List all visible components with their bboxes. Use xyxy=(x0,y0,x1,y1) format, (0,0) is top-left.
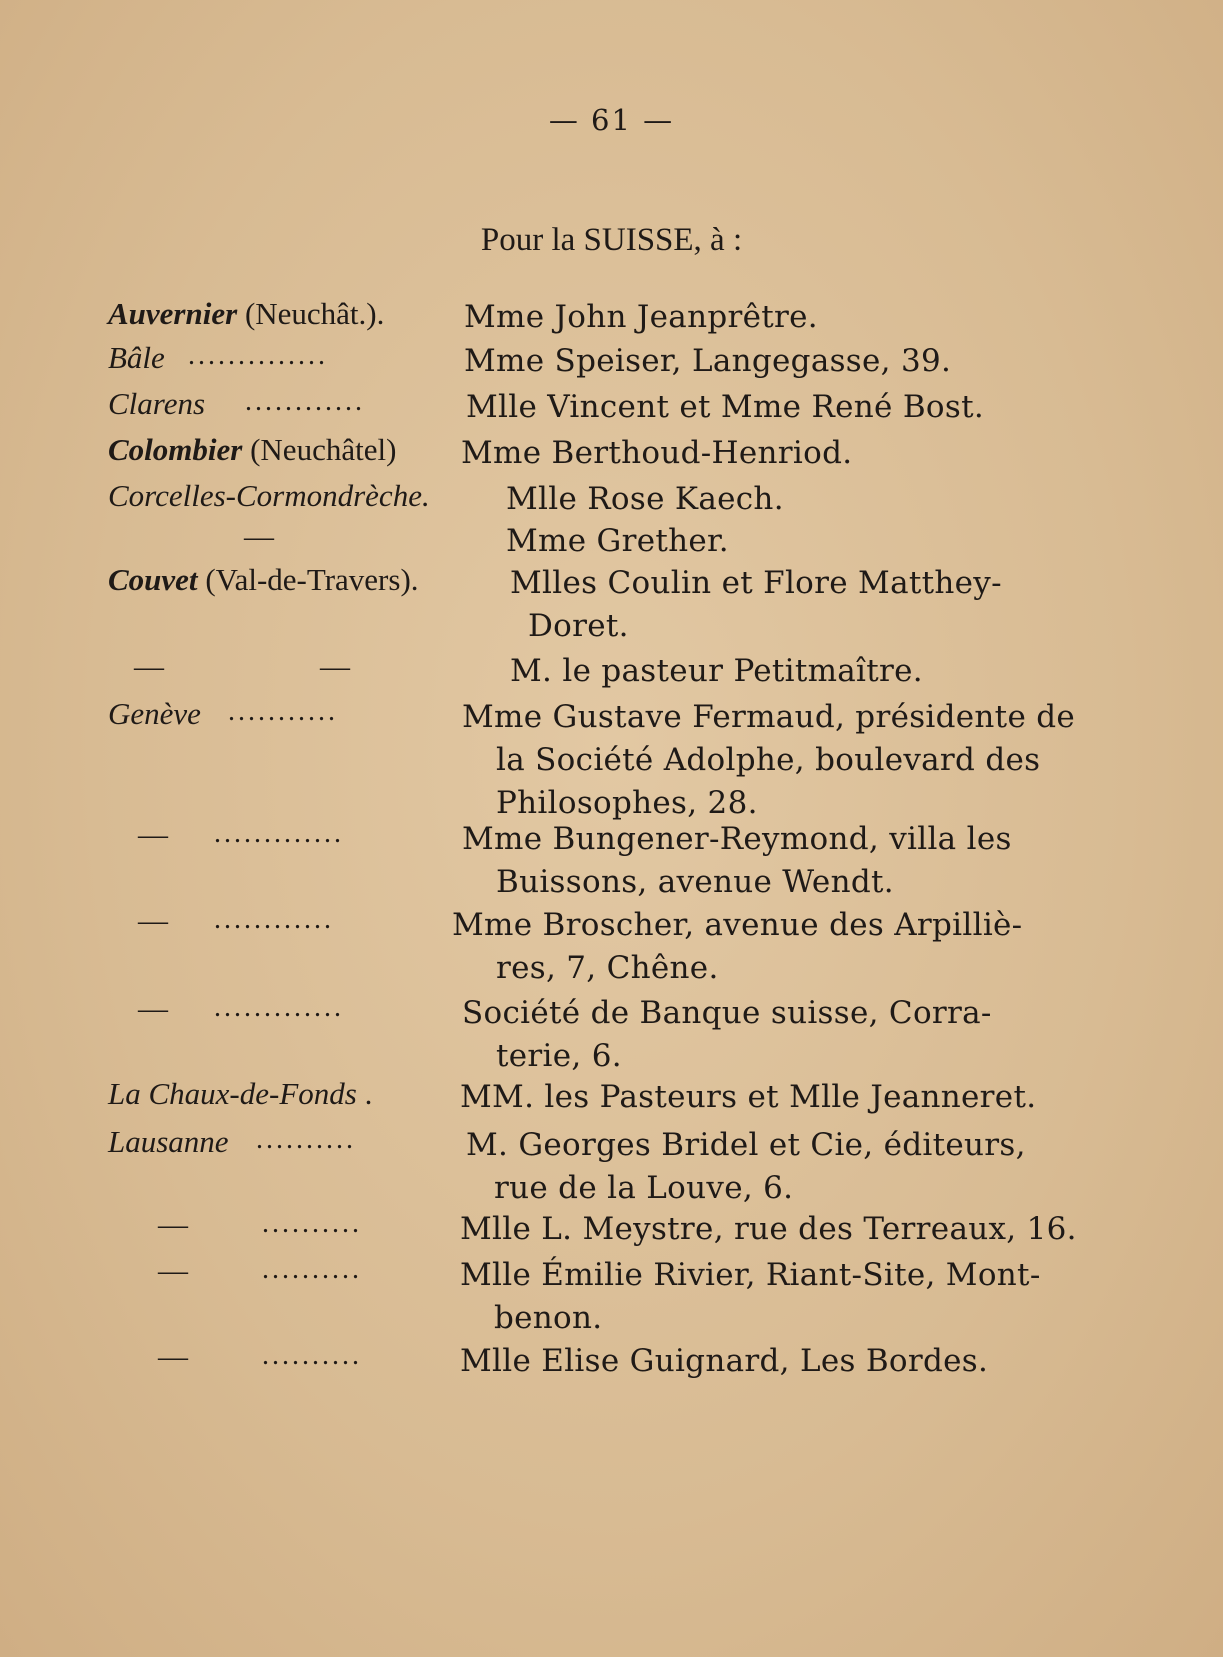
contact-text: M. le pasteur Petitmaître. xyxy=(510,653,923,689)
place-name: Genève xyxy=(108,696,201,731)
contact-text: Mlle Elise Guignard, Les Bordes. xyxy=(460,1343,989,1379)
leader-dots: .......... xyxy=(262,1340,362,1371)
leader-dots: ............. xyxy=(214,818,344,849)
contact-text: Mme Speiser, Langegasse, 39. xyxy=(464,343,952,379)
contact-text: Mme John Jeanprêtre. xyxy=(464,299,818,335)
place-name: Auvernier (Neuchât.). xyxy=(108,296,385,331)
leader-dots: ........... xyxy=(228,696,338,727)
ditto-dash: — xyxy=(158,1208,188,1241)
contact-text: Société de Banque suisse, Corra- terie, 6. xyxy=(462,995,992,1074)
contact-text: Mme Bungener-Reymond, villa les Buissons, avenue Wendt. xyxy=(462,821,1012,900)
contact-text: Mlle Vincent et Mme René Bost. xyxy=(466,389,984,425)
ditto-dash: — xyxy=(138,904,168,937)
place-name: Colombier (Neuchâtel) xyxy=(108,432,397,467)
contact-text: MM. les Pasteurs et Mlle Jeanneret. xyxy=(460,1079,1037,1115)
leader-dots: ............ xyxy=(214,904,334,935)
contact-text: Mlle Rose Kaech. xyxy=(506,481,784,517)
page-number: — 61 — xyxy=(548,103,675,137)
contact-text: Mlle L. Meystre, rue des Terreaux, 16. xyxy=(460,1211,1077,1247)
leader-dots: .............. xyxy=(188,340,328,371)
leader-dots: .......... xyxy=(262,1254,362,1285)
leader-dots: .......... xyxy=(262,1208,362,1239)
place-name: Bâle xyxy=(108,340,165,375)
ditto-dash: — xyxy=(244,520,274,553)
contact-text: Mlle Émilie Rivier, Riant-Site, Mont- benon. xyxy=(460,1257,1041,1336)
place-name: La Chaux-de-Fonds . xyxy=(108,1076,373,1111)
ditto-dash: — xyxy=(320,650,350,683)
contact-text: Mme Grether. xyxy=(506,523,729,559)
leader-dots: ............. xyxy=(214,992,344,1023)
ditto-dash: — xyxy=(158,1254,188,1287)
place-name: Clarens xyxy=(108,386,206,421)
contact-text: Mme Gustave Fermaud, présidente de la Société Adolphe, boulevard des Philosophes, 28. xyxy=(462,699,1076,821)
contact-text: Mlles Coulin et Flore Matthey- Doret. xyxy=(510,565,1002,644)
ditto-dash: — xyxy=(134,650,164,683)
leader-dots: ............ xyxy=(245,386,365,417)
place-name: Corcelles-Cormondrèche. xyxy=(108,478,430,513)
contact-text: Mme Broscher, avenue des Arpilliè- res, 7, Chêne. xyxy=(452,907,1023,986)
place-name: Lausanne xyxy=(108,1124,229,1159)
contact-text: M. Georges Bridel et Cie, éditeurs, rue de la Louve, 6. xyxy=(466,1127,1026,1206)
place-name: Couvet (Val-de-Travers). xyxy=(108,562,419,597)
leader-dots: .......... xyxy=(256,1124,356,1155)
section-heading: Pour la SUISSE, à : xyxy=(480,222,743,258)
ditto-dash: — xyxy=(158,1340,188,1373)
ditto-dash: — xyxy=(138,818,168,851)
contact-text: Mme Berthoud-Henriod. xyxy=(461,435,853,471)
ditto-dash: — xyxy=(138,992,168,1025)
